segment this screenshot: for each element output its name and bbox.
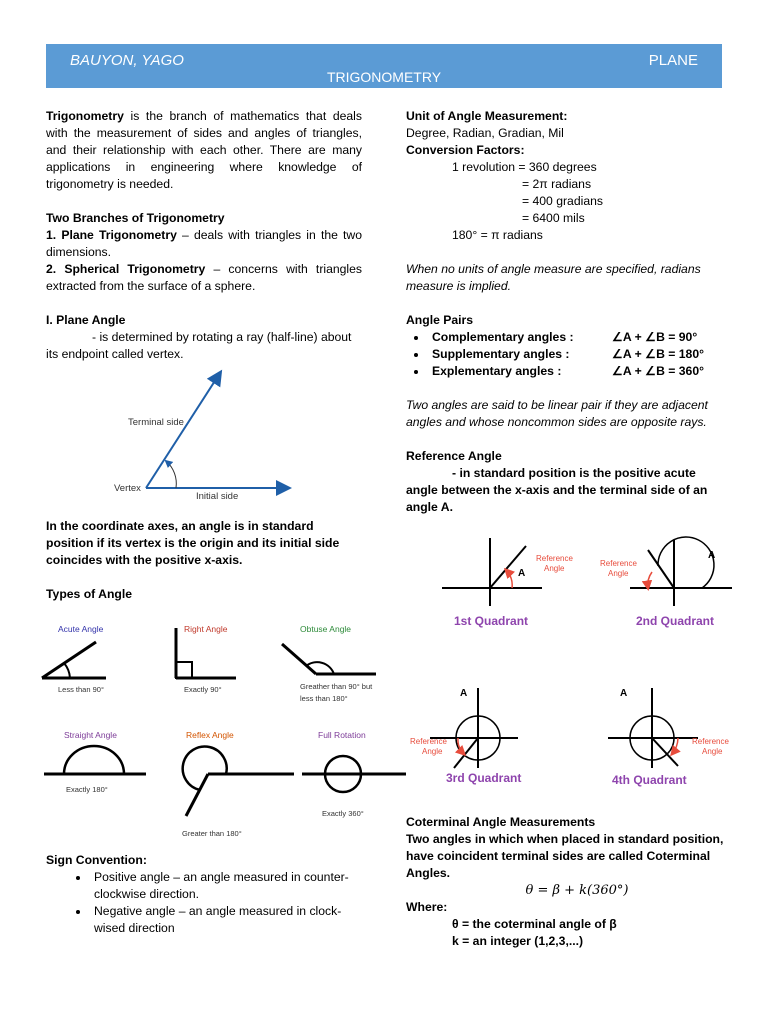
branch-2-label: 2. Spherical Trigonometry [46, 262, 206, 276]
branch-2-text: – concerns with triangles extracted from the surface of a sphere. [46, 262, 362, 293]
branch-1 [46, 227, 362, 261]
right-square [176, 662, 192, 678]
conversion-line-3: = 400 gradians [522, 194, 603, 208]
acute-angle-title: Acute Angle [58, 624, 104, 634]
q2-angle-arc [658, 537, 714, 588]
radian-note: When no units of angle measure are specified, radians measure is implied. [406, 262, 701, 293]
obtuse-angle-title: Obtuse Angle [300, 624, 352, 634]
reference-angle-heading: Reference Angle [406, 449, 502, 463]
obtuse-arm [282, 644, 316, 674]
right-column [406, 108, 728, 516]
header-bar [46, 44, 722, 88]
sign-convention-block [46, 852, 362, 937]
sign-list [46, 869, 362, 937]
q1-a-label: A [518, 568, 526, 579]
q3-ref-arc [458, 738, 464, 754]
pair-name: • Supplementary angles : [432, 347, 570, 361]
plane-angle-heading: I. Plane Angle [46, 313, 126, 327]
q4-title: 4th Quadrant [612, 773, 687, 787]
pair-supplementary [428, 346, 728, 363]
conversion-line-2: = 2π radians [522, 177, 592, 191]
reflex-angle-title: Reflex Angle [186, 730, 234, 740]
q3-a-label: A [460, 688, 468, 699]
pair-explementary [428, 363, 728, 380]
pair-formula: ∠A + ∠B = 90° [612, 330, 698, 344]
pair-formula: ∠A + ∠B = 360° [612, 364, 704, 378]
obtuse-desc-1: Greather than 90° but [300, 682, 373, 691]
q4-a-label: A [620, 688, 628, 699]
where-label: Where: [406, 900, 448, 914]
q3-ref-label-2: Angle [422, 747, 443, 756]
right-angle-title: Right Angle [184, 624, 228, 634]
pair-formula: ∠A + ∠B = 180° [612, 347, 704, 361]
pair-name: • Complementary angles : [432, 330, 574, 344]
intro-term: Trigonometry [46, 109, 124, 123]
conversion-line-4: = 6400 mils [522, 211, 585, 225]
q2-ref-label-1: Reference [600, 559, 637, 568]
branch-2 [46, 261, 362, 295]
types-heading: Types of Angle [46, 587, 132, 601]
obtuse-desc-2: less than 180° [300, 694, 348, 703]
initial-side-label: Initial side [196, 491, 239, 502]
coterminal-heading: Coterminal Angle Measurements [406, 815, 596, 829]
angle-pairs-list [406, 329, 728, 380]
units-list: Degree, Radian, Gradian, Mil [406, 126, 564, 140]
coterminal-block [406, 814, 728, 950]
terminal-side-label: Terminal side [128, 417, 184, 428]
title-line-1: PLANE [648, 52, 698, 69]
branches-heading: Two Branches of Trigonometry [46, 211, 225, 225]
pair-complementary [428, 329, 728, 346]
coterminal-text-b: Coterminal Angles. [406, 849, 711, 880]
q2-terminal [648, 550, 674, 588]
q1-title: 1st Quadrant [454, 614, 529, 628]
acute-desc: Less than 90° [58, 685, 104, 694]
conversion-heading: Conversion Factors: [406, 143, 525, 157]
standard-position-text: In the coordinate axes, an angle is in standard position if its vertex is the origin and its initial side coincides with the positive x-axis. [46, 519, 340, 567]
sign-item-positive: • Positive angle – an angle measured in counter-clockwise direction. [90, 869, 362, 903]
conversion-last: 180° = π radians [452, 228, 543, 242]
intro-rest: is the branch of mathematics that deals with the measurement of sides and angles of triangles, and their relationship with each other. There are many applications in engineering where knowledge of trigonometry is needed. [46, 109, 362, 191]
angle-pairs-heading: Angle Pairs [406, 313, 474, 327]
intro-paragraph [46, 108, 362, 193]
branch-1-label: 1. Plane Trigonometry [46, 228, 177, 242]
sign-heading: Sign Convention: [46, 853, 147, 867]
unit-heading: Unit of Angle Measurement: [406, 109, 568, 123]
vertex-diagram [100, 365, 310, 505]
reflex-desc: Greater than 180° [182, 829, 242, 838]
author-name: BAUYON, YAGO [70, 52, 184, 69]
coterminal-text-a: Two angles in which when placed in standard position, have coincident terminal sides are called [406, 832, 724, 863]
branch-1-text: – deals with triangles in the two dimensions. [46, 228, 363, 259]
conversion-line-1: 1 revolution = 360 degrees [452, 160, 597, 174]
angle-types-diagram [36, 616, 406, 846]
reference-angle-def: - in standard position is the positive acute angle between the x-axis and the terminal side of an angle A. [406, 466, 708, 514]
vertex-label: Vertex [114, 483, 141, 494]
q2-ref-label-2: Angle [608, 569, 629, 578]
pair-name: • Explementary angles : [432, 364, 562, 378]
plane-angle-definition: - is determined by rotating a ray (half-line) about its endpoint called vertex. [46, 330, 352, 361]
linear-pair-note: Two angles are said to be linear pair if they are adjacent angles and whose noncommon sides are opposite rays. [406, 398, 708, 429]
standard-position-block [46, 518, 362, 603]
q1-ref-label-1: Reference [536, 554, 573, 563]
q1-ref-arc [506, 570, 512, 588]
q4-ref-label-2: Angle [702, 747, 723, 756]
q2-title: 2nd Quadrant [636, 614, 715, 628]
right-desc: Exactly 90° [184, 685, 222, 694]
coterminal-formula: θ = β + k(360°) [525, 883, 629, 898]
q3-ref-label-1: Reference [410, 737, 447, 746]
rotation-arc [166, 461, 176, 488]
acute-arc [64, 663, 70, 678]
quadrant-diagram [402, 528, 742, 796]
where-theta: θ = the coterminal angle of β [452, 917, 617, 931]
full-desc: Exactly 360° [322, 809, 364, 818]
straight-angle-title: Straight Angle [64, 730, 117, 740]
q4-ref-label-1: Reference [692, 737, 729, 746]
q1-ref-label-2: Angle [544, 564, 565, 573]
full-rotation-title: Full Rotation [318, 730, 366, 740]
reflex-arm [186, 774, 208, 816]
q2-a-label: A [708, 550, 716, 561]
straight-desc: Exactly 180° [66, 785, 108, 794]
q3-title: 3rd Quadrant [446, 771, 522, 785]
sign-item-negative: • Negative angle – an angle measured in clock-wised direction [90, 903, 362, 937]
title-line-2: TRIGONOMETRY [326, 69, 442, 85]
q2-ref-arc [648, 572, 652, 588]
straight-arc [64, 746, 124, 774]
q1-terminal [490, 546, 526, 588]
coterminal-text [406, 831, 728, 882]
terminal-side-line [146, 373, 220, 488]
left-column [46, 108, 362, 363]
where-k: k = an integer (1,2,3,...) [452, 934, 584, 948]
